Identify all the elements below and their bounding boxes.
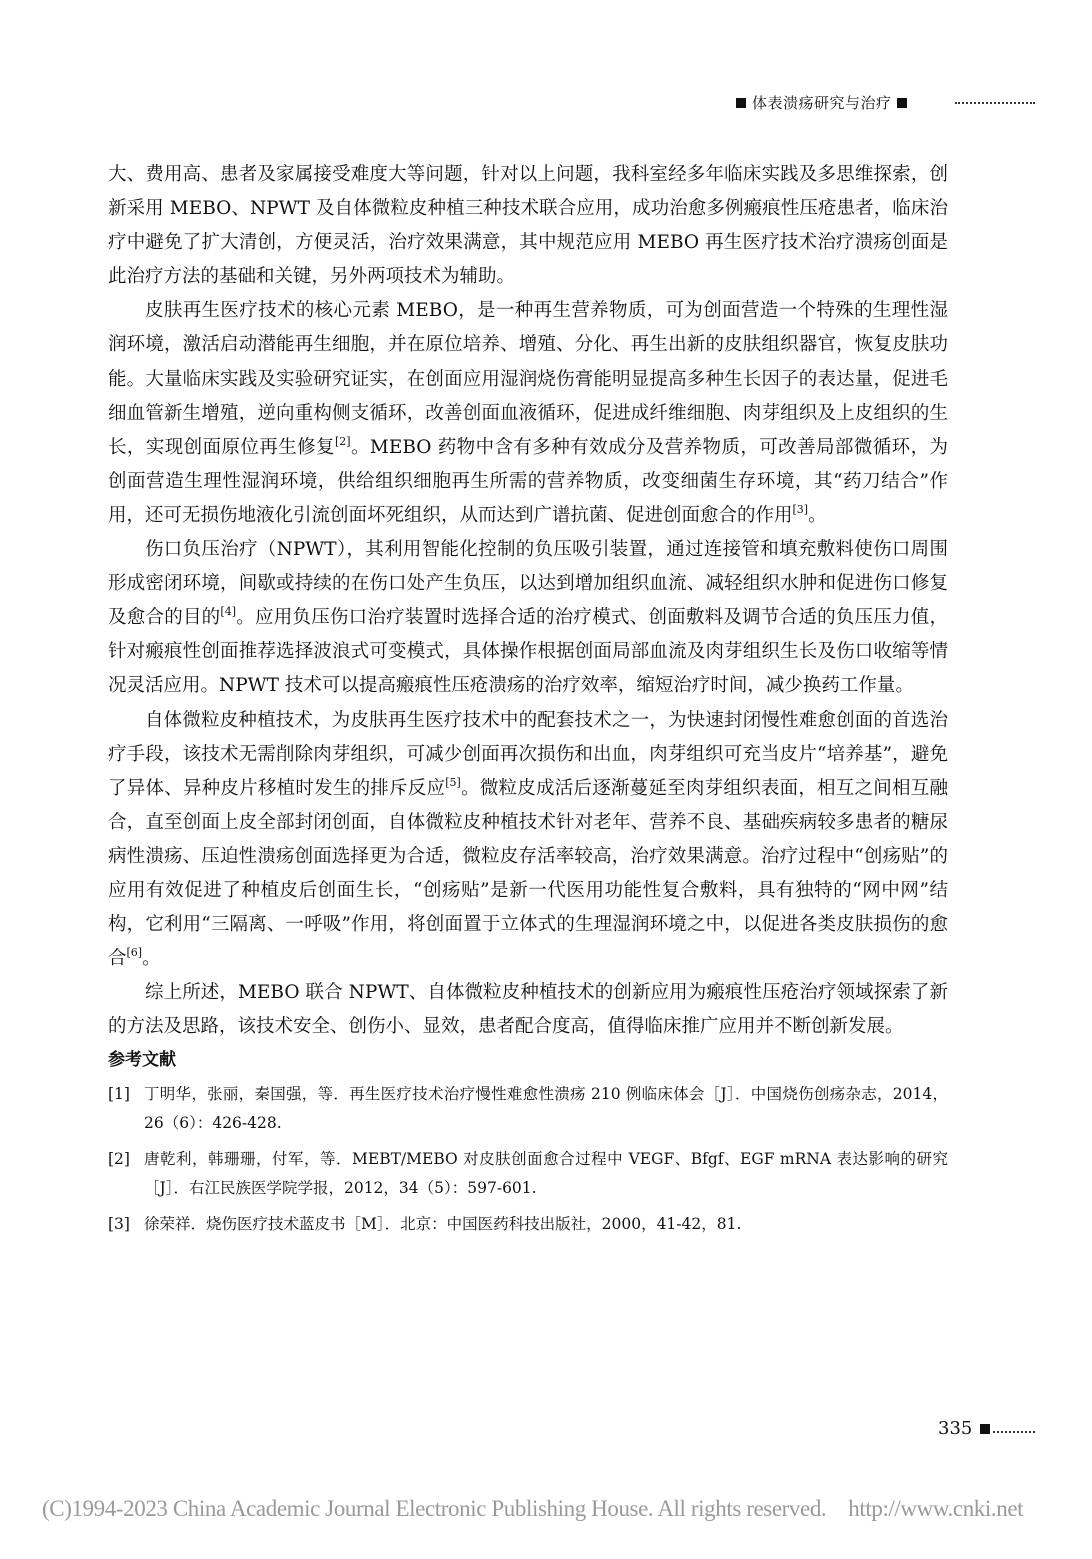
references-heading: 参考文献 <box>108 1050 176 1071</box>
reference-text: 徐荣祥．烧伤医疗技术蓝皮书［M］．北京：中国医药科技出版社，2000，41-42，81. <box>144 1215 742 1234</box>
header-dotted-rule <box>955 102 1035 104</box>
cnki-url[interactable]: http://www.cnki.net <box>848 1496 1024 1521</box>
footer-dotted-rule <box>993 1431 1035 1433</box>
reference-text: 唐乾利，韩珊珊，付军，等．MEBT/MEBO 对皮肤创面愈合过程中 VEGF、Bfgf、EGF mRNA 表达影响的研究［J］．右江民族医学院学报，2012，34（5）：597-601. <box>144 1150 948 1198</box>
copyright-watermark <box>42 1496 1023 1522</box>
paragraph-5: 综上所述，MEBO 联合 NPWT、自体微粒皮种植技术的创新应用为瘢痕性压疮治疗领域探索了新的方法及思路，该技术安全、创伤小、显效，患者配合度高，值得临床推广应用并不断创新发展。 <box>108 982 948 1038</box>
reference-number: [1] <box>108 1085 130 1104</box>
copyright-text: (C)1994-2023 China Academic Journal Electronic Publishing House. All rights reserved. <box>42 1496 827 1521</box>
citation-6[interactable]: [6] <box>126 946 143 960</box>
running-header <box>0 90 1092 120</box>
reference-item <box>108 1145 948 1203</box>
citation-5[interactable]: [5] <box>445 775 461 789</box>
footer-square-mark <box>980 1424 990 1434</box>
reference-list <box>108 1080 948 1239</box>
section-title: 体表溃疡研究与治疗 <box>736 92 907 113</box>
article-body <box>108 158 948 1246</box>
paragraph-1: 大、费用高、患者及家属接受难度大等问题，针对以上问题，我科室经多年临床实践及多思维探索，创新采用 MEBO、NPWT 及自体微粒皮种植三种技术联合应用，成功治愈多例瘢痕性压疮患者，临床治疗中避免了扩大清创，方便灵活，治疗效果满意，其中规范应用 MEBO 再生医疗技术治疗溃疡创面是此治疗方法的基础和关键，另外两项技术为辅助。 <box>108 164 948 288</box>
reference-number: [3] <box>108 1215 130 1234</box>
reference-item <box>108 1210 948 1239</box>
reference-item <box>108 1080 948 1138</box>
paragraph-3: 伤口负压治疗（NPWT），其利用智能化控制的负压吸引装置，通过连接管和填充敷料使伤口周围形成密闭环境，间歇或持续的在伤口处产生负压，以达到增加组织血流、减轻组织水肿和促进伤口修复及愈合的目的[4]。应用负压伤口治疗装置时选择合适的治疗模式、创面敷料及调节合适的负压压力值，针对瘢痕性创面推荐选择波浪式可变模式，具体操作根据创面局部血流及肉芽组织生长及伤口收缩等情况灵活应用。NPWT 技术可以提高瘢痕性压疮溃疡的治疗效率，缩短治疗时间，减少换药工作量。 <box>108 539 948 697</box>
reference-text: 丁明华，张丽，秦国强，等．再生医疗技术治疗慢性难愈性溃疡 210 例临床体会［J］．中国烧伤创疡杂志，2014，26（6）：426-428. <box>144 1085 948 1133</box>
citation-2[interactable]: [2] <box>334 434 351 448</box>
paragraph-2: 皮肤再生医疗技术的核心元素 MEBO，是一种再生营养物质，可为创面营造一个特殊的生理性湿润环境，激活启动潜能再生细胞，并在原位培养、增殖、分化、再生出新的皮肤组织器官，恢复皮肤功能。大量临床实践及实验研究证实，在创面应用湿润烧伤膏能明显提高多种生长因子的表达量，促进毛细血管新生增殖，逆向重构侧支循环，改善创面血液循环，促进成纤维细胞、肉芽组织及上皮组织的生长，实现创面原位再生修复[2]。MEBO 药物中含有多种有效成分及营养物质，可改善局部微循环，为创面营造生理性湿润环境，供给组织细胞再生所需的营养物质，改变细菌生存环境，其“药刀结合”作用，还可无损伤地液化引流创面坏死组织，从而达到广谱抗菌、促进创面愈合的作用[3]。 <box>108 300 948 526</box>
reference-number: [2] <box>108 1150 130 1169</box>
page-number: 335 <box>938 1418 973 1439</box>
citation-3[interactable]: [3] <box>792 502 809 516</box>
citation-4[interactable]: [4] <box>220 605 237 619</box>
paragraph-4: 自体微粒皮种植技术，为皮肤再生医疗技术中的配套技术之一，为快速封闭慢性难愈创面的首选治疗手段，该技术无需削除肉芽组织，可减少创面再次损伤和出血，肉芽组织可充当皮片“培养基”，避免了异体、异种皮片移植时发生的排斥反应[5]。微粒皮成活后逐渐蔓延至肉芽组织表面，相互之间相互融合，直至创面上皮全部封闭创面，自体微粒皮种植技术针对老年、营养不良、基础疾病较多患者的糖尿病性溃疡、压迫性溃疡创面选择更为合适，微粒皮存活率较高，治疗效果满意。治疗过程中“创疡贴”的应用有效促进了种植皮后创面生长，“创疡贴”是新一代医用功能性复合敷料，具有独特的“网中网”结构，它利用“三隔离、一呼吸”作用，将创面置于立体式的生理湿润环境之中，以促进各类皮肤损伤的愈合[6]。 <box>108 709 948 970</box>
